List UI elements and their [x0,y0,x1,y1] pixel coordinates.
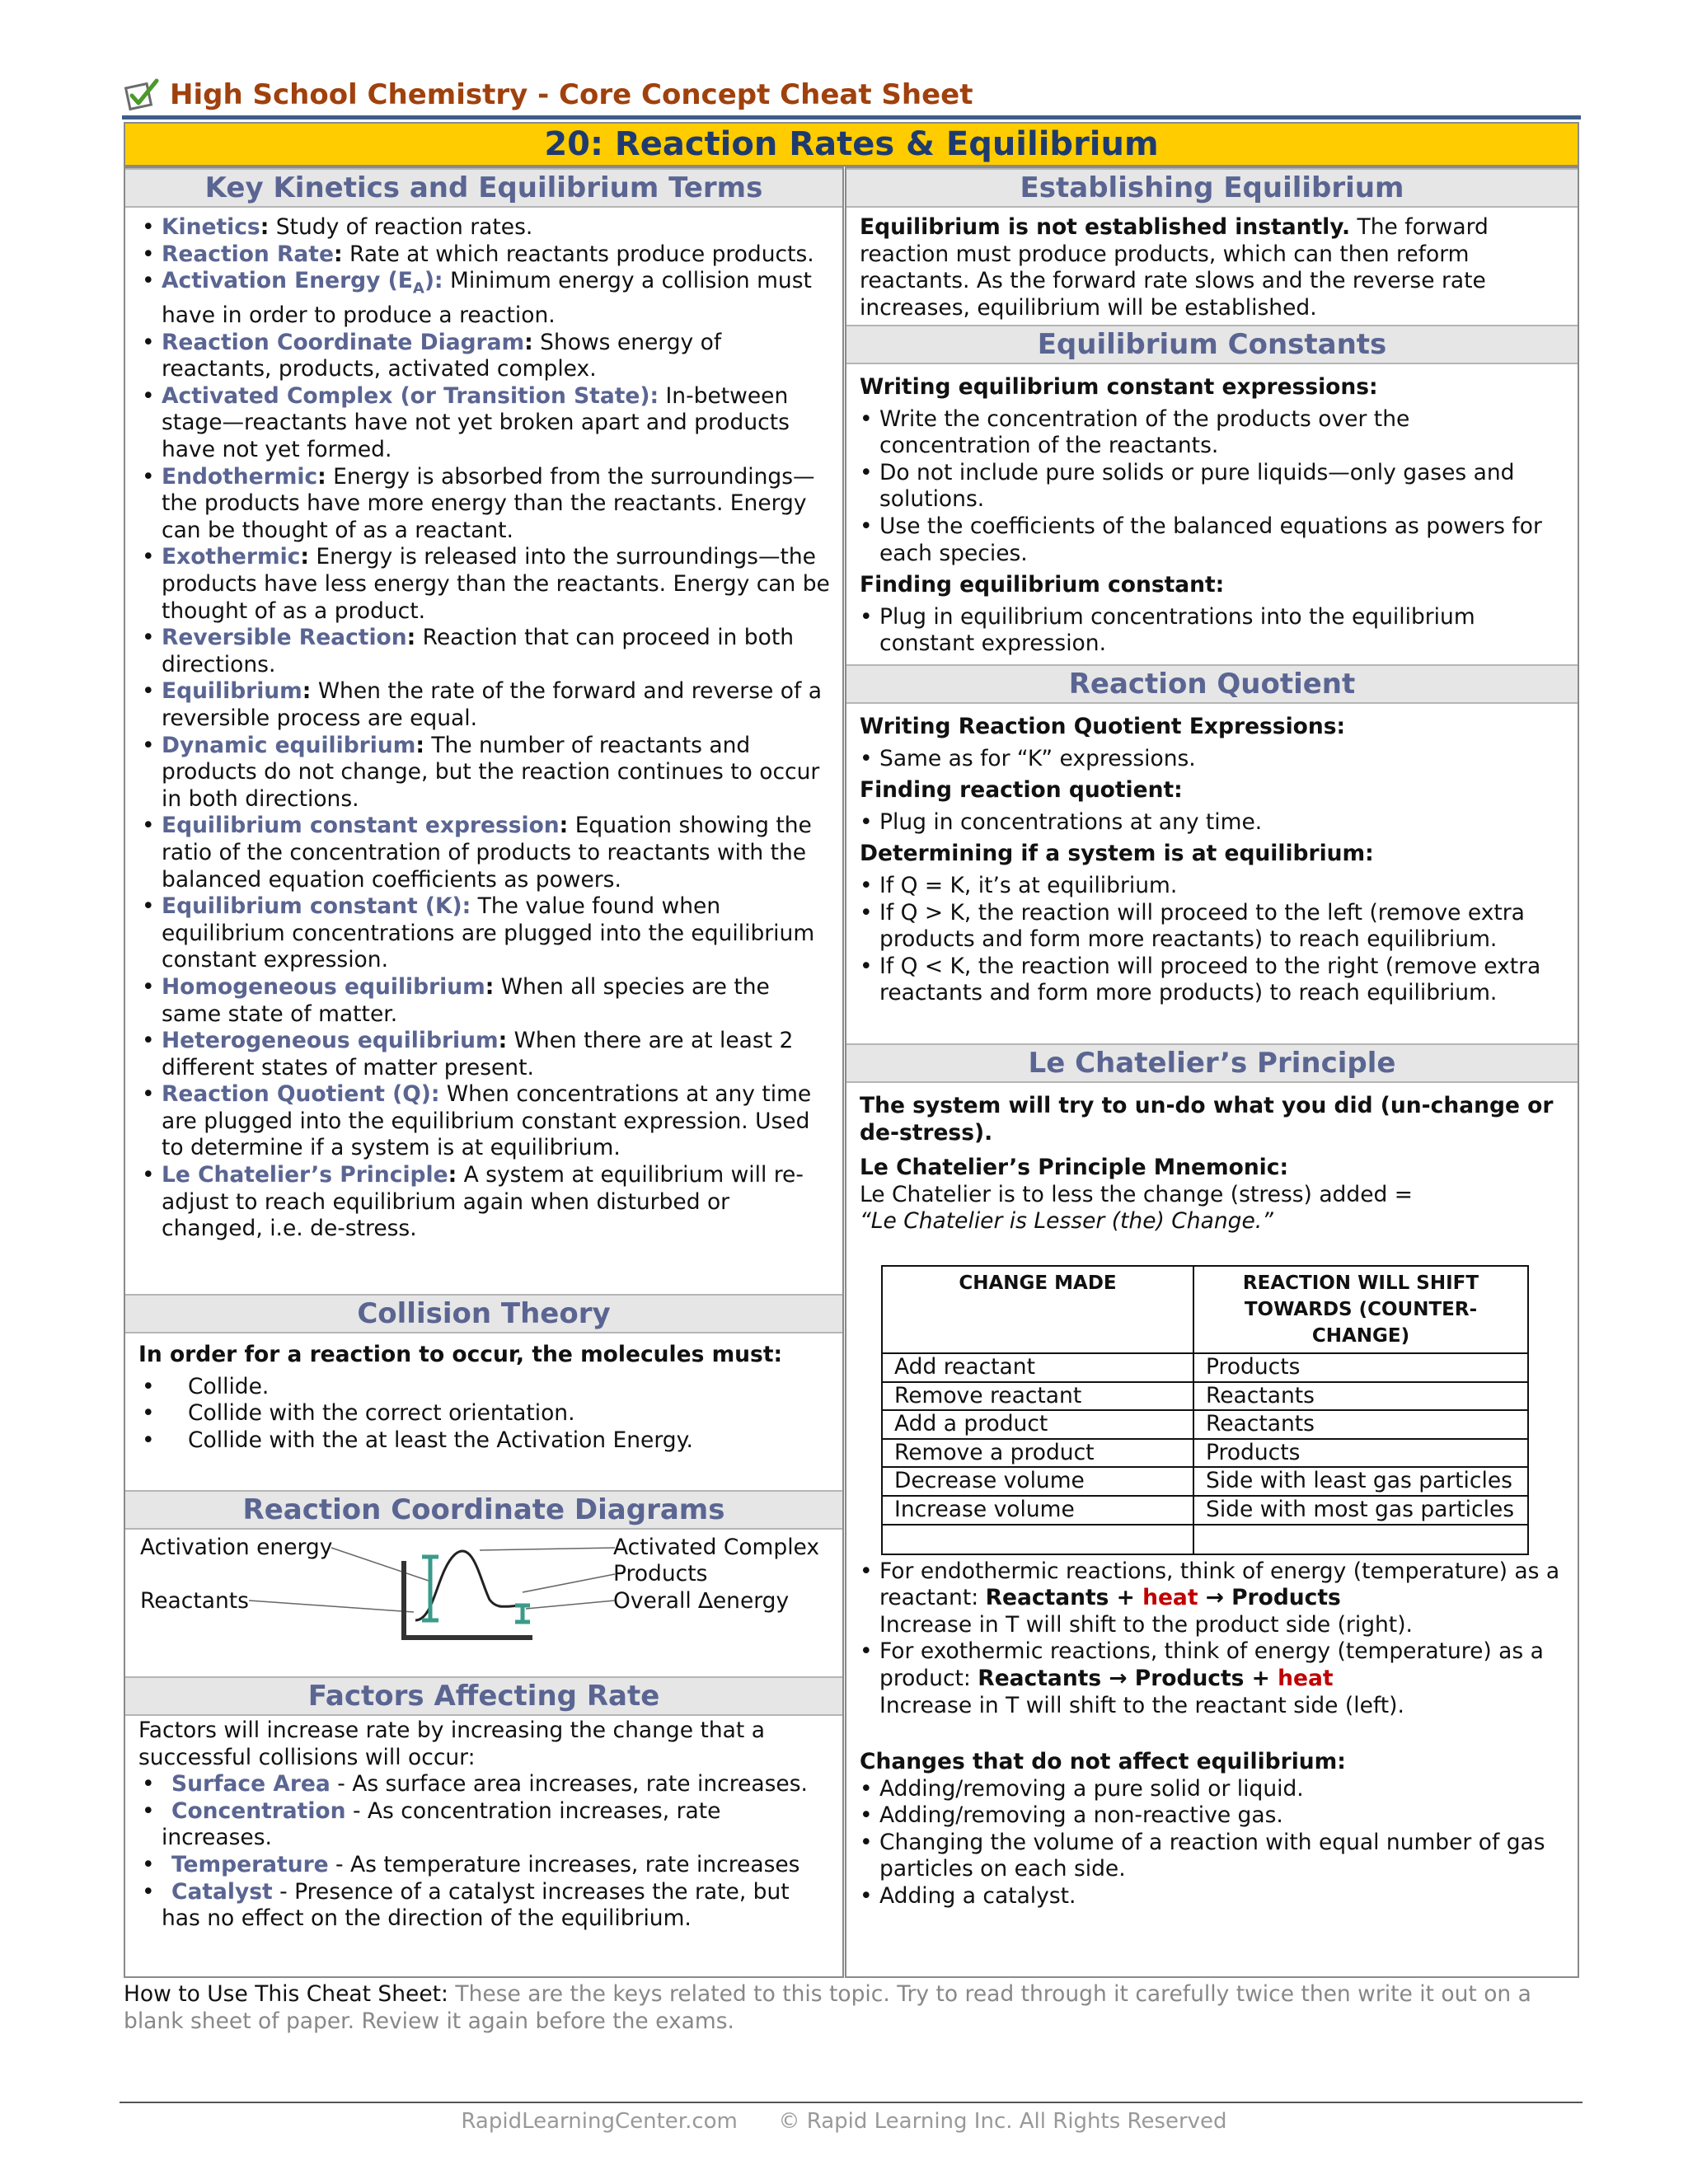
factors-list [138,1771,829,1933]
factors-intro: Factors will increase rate by increasing the change that a successful collisions will occur: [138,1718,765,1770]
label-activation-energy: Activation energy [140,1535,333,1560]
collision-list [138,1374,829,1455]
list-item: • Plug in equilibrium concentrations into the equilibrium constant expression. [856,604,1564,658]
table-header-shift: REACTION WILL SHIFT TOWARDS (COUNTER-CHANGE) [1193,1266,1528,1353]
label-overall-energy: Overall ∆energy [613,1588,790,1614]
title-rule [122,115,1581,120]
section-heading-key-terms: Key Kinetics and Equilibrium Terms [125,168,842,208]
list-item: • Heterogeneous equilibrium: When there are at least 2 different states of matter present. [138,1028,831,1081]
table-row: Increase volume Side with most gas particles [882,1496,1528,1525]
list-item: • Plug in concentrations at any time. [856,809,1564,837]
checklist-icon [124,76,162,114]
list-item: • Concentration - As concentration increases, rate increases. [138,1798,829,1852]
list-item: • Do not include pure solids or pure liquids—only gases and solutions. [856,460,1564,513]
quotient-determining-list [856,873,1564,1007]
list-item: • Catalyst - Presence of a catalyst increases the rate, but has no effect on the direction of the equilibrium. [138,1879,829,1933]
footer-site-link[interactable]: RapidLearningCenter.com [461,2109,738,2134]
list-item: • Write the concentration of the products over the concentration of the reactants. [856,406,1564,460]
section-heading-quotient: Reaction Quotient [846,664,1578,704]
document-header [124,74,1582,115]
list-item: • Reaction Coordinate Diagram: Shows energy of reactants, products, activated complex. [138,330,831,383]
list-item: • Le Chatelier’s Principle: A system at equilibrium will re-adjust to reach equilibrium again when disturbed or changed, i.e. de-stress. [138,1162,831,1243]
section-heading-chatelier: Le Chatelier’s Principle [846,1043,1578,1083]
document-title: High School Chemistry - Core Concept Cheat Sheet [170,78,973,111]
factors-body [125,1716,842,1933]
list-item: • Changing the volume of a reaction with equal number of gas particles on each side. [856,1830,1564,1883]
collision-body [125,1333,842,1490]
section-heading-constants: Equilibrium Constants [846,325,1578,364]
temperature-list [856,1558,1564,1720]
table-row: Decrease volume Side with least gas particles [882,1467,1528,1496]
list-item: • Adding/removing a non-reactive gas. [856,1802,1564,1830]
footer-copyright: © Rapid Learning Inc. All Rights Reserved [778,2109,1227,2134]
how-to-use [124,1980,1582,2035]
chatelier-lead: The system will try to un-do what you did (un-change or de-stress). [860,1093,1554,1146]
quotient-finding-list [856,809,1564,837]
list-item: • Endothermic: Energy is absorbed from the surroundings—the products have more energy than the reactants. Energy can be thought of as a reactant. [138,464,831,545]
section-heading-establishing: Establishing Equilibrium [846,168,1578,208]
table-header-change: CHANGE MADE [882,1266,1193,1353]
no-change-list [856,1776,1564,1910]
how-to-text: These are the keys related to this topic. Try to read through it carefully twice then write it out on a blank sheet of paper. Review it again before the exams. [124,1981,1531,2034]
how-to-lead: How to Use This Cheat Sheet: [124,1981,448,2007]
list-item: • Activated Complex (or Transition State): In-between stage—reactants have not yet broken apart and products have not yet formed. [138,383,831,464]
constants-finding-list [856,604,1564,658]
section-heading-coordinate: Reaction Coordinate Diagrams [125,1490,842,1530]
list-item: • For exothermic reactions, think of energy (temperature) as a product: Reactants → Products + heat Increase in T will shift to the reactant side (left). [856,1638,1564,1719]
table-row: Add a product Reactants [882,1410,1528,1439]
shift-table [881,1265,1529,1555]
left-column [124,166,844,1978]
list-item: • Temperature - As temperature increases, rate increases [138,1852,829,1879]
label-products: Products [613,1561,708,1586]
list-item: • Kinetics: Study of reaction rates. [138,214,831,241]
list-item: • Reaction Quotient (Q): When concentrations at any time are plugged into the equilibrium constant expression. Used to determine if a system is at equilibrium. [138,1081,831,1162]
list-item: • Reversible Reaction: Reaction that can proceed in both directions. [138,625,831,678]
section-heading-factors: Factors Affecting Rate [125,1676,842,1716]
list-item: • Equilibrium: When the rate of the forward and reverse of a reversible process are equal. [138,678,831,732]
list-item: • Same as for “K” expressions. [856,746,1564,773]
coordinate-diagram-box [125,1530,842,1676]
quotient-writing-list [856,746,1564,773]
constants-body: Writing equilibrium constant expressions: • Write the concentration of the products over the concentration of the reactants. • Do not include pure solids or pure liquids—only gases and solutions. • Use the coefficients of the balanced equations as powers for each species. Finding equilibrium constant: • Plug in equilibrium concentrations into the equilibrium constant expression. [846,364,1578,664]
topic-banner [124,122,1579,166]
list-item: • Adding a catalyst. [856,1883,1564,1910]
constants-writing-list [856,406,1564,568]
list-item: • Exothermic: Energy is released into the surroundings—the products have less energy than the reactants. Energy can be thought of as a product. [138,544,831,625]
footer-rule [120,2102,1582,2103]
quotient-body: Writing Reaction Quotient Expressions: • Same as for “K” expressions. Finding reaction quotient: • Plug in concentrations at any time. Determining if a system is at equilibrium: • If Q = K, it’s at equilibrium. • If Q > K, the reaction will proceed to the left (remove extra products and form more reactants) to reach equilibrium. • If Q < K, the reaction will proceed to the right (remove extra reactants and form more products) to reach equilibrium. [846,704,1578,1043]
list-item: • Surface Area - As surface area increases, rate increases. [138,1771,829,1798]
list-item: • Collide with the at least the Activation Energy. [138,1427,829,1455]
list-item: • Adding/removing a pure solid or liquid. [856,1776,1564,1803]
list-item: • Collide with the correct orientation. [138,1400,829,1427]
list-item: • Collide. [138,1374,829,1401]
table-row: Remove reactant Reactants [882,1382,1528,1411]
topic-title: 20: Reaction Rates & Equilibrium [544,125,1159,163]
establishing-body: Equilibrium is not established instantly. The forward reaction must produce products, which can then reform reactants. As the forward rate slows and the reverse rate increases, equilibrium will be established. [860,214,1489,321]
reaction-coordinate-diagram [125,1530,846,1676]
label-activated-complex: Activated Complex [613,1535,820,1560]
list-item: • Dynamic equilibrium: The number of reactants and products do not change, but the reaction continues to occur in both directions. [138,733,831,813]
chatelier-body: The system will try to un-do what you did (un-change or de-stress). Le Chatelier’s Principle Mnemonic: Le Chatelier is to less the change (stress) added = “Le Chatelier is Lesser (the) Change.” CHANGE MADE REACTION WILL SHIFT TOWARDS (COUNTER-CHANGE) Add reactant Products Remove reactant Reactants Add a product Reactants Remove a product Products Decrease volume Side with least gas particles Increase volume Side with most gas particles • For endothermic reactions, think of energy (temperature) as a reactant: Reactants + heat → Products Increase in T will shift to the product side (right). • For exothermic reactions, think of energy (temperature) as a product: Reactants → Products + heat Increase in T will shift to the reactant side (left). Changes that do not affect equilibrium: • Adding/removing a pure solid or liquid. • Adding/removing a non-reactive gas. • Changing the volume of a reaction with equal number of gas particles on each side. • Adding a catalyst. [846,1083,1578,1910]
list-item: • For endothermic reactions, think of energy (temperature) as a reactant: Reactants + heat → Products Increase in T will shift to the product side (right). [856,1558,1564,1639]
key-terms-list [125,208,842,1294]
list-item: • Activation Energy $(E_A)$: Minimum energy a collision must have in order to produce a reaction. [138,268,831,329]
list-item: • Equilibrium constant (K): The value found when equilibrium concentrations are plugged into the equilibrium constant expression. [138,893,831,974]
list-item: • If Q > K, the reaction will proceed to the left (remove extra products and form more reactants) to reach equilibrium. [856,900,1564,954]
list-item: • Equilibrium constant expression: Equation showing the ratio of the concentration of products to reactants with the balanced equation coefficients as powers. [138,813,831,893]
list-item: • If Q = K, it’s at equilibrium. [856,873,1564,900]
table-row: Add reactant Products [882,1353,1528,1382]
label-reactants: Reactants [140,1588,249,1614]
list-item: • If Q < K, the reaction will proceed to the right (remove extra reactants and form more products) to reach equilibrium. [856,954,1564,1007]
table-row: Remove a product Products [882,1439,1528,1468]
table-row [882,1525,1528,1554]
list-item: • Reaction Rate: Rate at which reactants produce products. [138,241,831,269]
list-item: • Homogeneous equilibrium: When all species are the same state of matter. [138,974,831,1028]
footer [0,2107,1688,2136]
list-item: • Use the coefficients of the balanced equations as powers for each species. [856,513,1564,567]
collision-intro: In order for a reaction to occur, the molecules must: [138,1342,783,1367]
right-column [845,166,1579,1978]
section-heading-collision: Collision Theory [125,1294,842,1333]
